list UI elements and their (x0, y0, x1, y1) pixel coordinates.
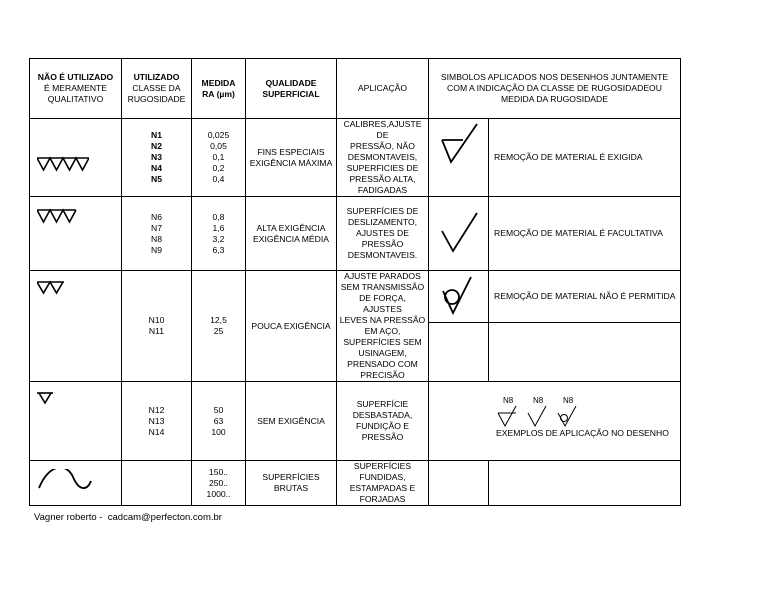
class-list: N10 N11 (122, 271, 192, 382)
application-text: SUPERFÍCIES FUNDIDAS, ESTAMPADAS E FORJADAS (337, 461, 429, 506)
removal-optional-symbol-icon (429, 197, 489, 271)
ra-values: 12,5 25 (192, 271, 246, 382)
empty-cell (429, 323, 489, 382)
wave-icon (30, 461, 122, 506)
ra-values: 0,8 1,6 3,2 6,3 (192, 197, 246, 271)
header-roughness-class: UTILIZADO CLASSE DA RUGOSIDADE (122, 59, 192, 119)
examples-text: EXEMPLOS DE APLICAÇÃO NO DESENHO (496, 428, 669, 438)
example-label: N8 (563, 396, 574, 405)
quality-text: FINS ESPECIAIS EXIGÊNCIA MÁXIMA (246, 119, 337, 197)
ra-values: 50 63 100 (192, 382, 246, 461)
one-triangle-icon (30, 382, 122, 461)
application-text: AJUSTE PARADOS SEM TRANSMISSÃO DE FORÇA, AJUSTES LEVES NA PRESSÃO EM AÇO, SUPERFÍCIES SEM USINAGEM, PRENSADO COM PRECISÃO (337, 271, 429, 382)
empty-cell (489, 461, 681, 506)
removal-required-symbol-icon (429, 119, 489, 197)
empty-cell (429, 461, 489, 506)
footer-credit: Vagner roberto - cadcam@perfecton.com.br (34, 512, 222, 523)
removal-optional-text: REMOÇÃO DE MATERIAL É FACULTATIVA (489, 197, 681, 271)
table-row (30, 382, 681, 461)
application-text: SUPERFÍCIES DE DESLIZAMENTO, AJUSTES DE PRESSÃO DESMONTAVEIS. (337, 197, 429, 271)
class-list: N1 N2 N3 N4 N5 (122, 119, 192, 197)
removal-required-text: REMOÇÃO DE MATERIAL É EXIGIDA (489, 119, 681, 197)
three-triangle-icon (30, 197, 122, 271)
application-text: CALIBRES,AJUSTE DE PRESSÃO, NÃO DESMONTAVEIS, SUPERFICIES DE PRESSÃO ALTA, FADIGADAS (337, 119, 429, 197)
quality-text: SEM EXIGÊNCIA (246, 382, 337, 461)
class-list: N12 N13 N14 (122, 382, 192, 461)
table-row (30, 461, 681, 506)
header-not-used: NÃO É UTILIZADO É MERAMENTE QUALITATIVO (30, 59, 122, 119)
ra-values: 0,025 0,05 0,1 0,2 0,4 (192, 119, 246, 197)
class-list: N6 N7 N8 N9 (122, 197, 192, 271)
example-label: N8 (533, 396, 544, 405)
removal-forbidden-symbol-icon (429, 271, 489, 323)
header-ra-measure: MEDIDA RA (µm) (192, 59, 246, 119)
example-label: N8 (503, 396, 514, 405)
header-symbols: SIMBOLOS APLICADOS NOS DESENHOS JUNTAMENTE COM A INDICAÇÃO DA CLASSE DE RUGOSIDADEOU MEDIDA DA RUGOSIDADE (429, 59, 681, 119)
quality-text: POUCA EXIGÊNCIA (246, 271, 337, 382)
header-application: APLICAÇÃO (337, 59, 429, 119)
application-text: SUPERFÍCIE DESBASTADA, FUNDIÇÃO E PRESSÃO (337, 382, 429, 461)
four-triangle-icon (30, 119, 122, 197)
removal-forbidden-text: REMOÇÃO DE MATERIAL NÃO É PERMITIDA (489, 271, 681, 323)
header-row (30, 59, 681, 119)
roughness-table (29, 58, 681, 506)
two-triangle-icon (30, 271, 122, 382)
quality-text: SUPERFÍCIES BRUTAS (246, 461, 337, 506)
table-row (30, 119, 681, 197)
header-surface-quality: QUALIDADE SUPERFICIAL (246, 59, 337, 119)
empty-cell (122, 461, 192, 506)
quality-text: ALTA EXIGÊNCIA EXIGÊNCIA MÉDIA (246, 197, 337, 271)
application-examples (429, 382, 681, 461)
ra-values: 150.. 250.. 1000.. (192, 461, 246, 506)
empty-cell (489, 323, 681, 382)
table-row (30, 271, 681, 323)
table-row (30, 197, 681, 271)
